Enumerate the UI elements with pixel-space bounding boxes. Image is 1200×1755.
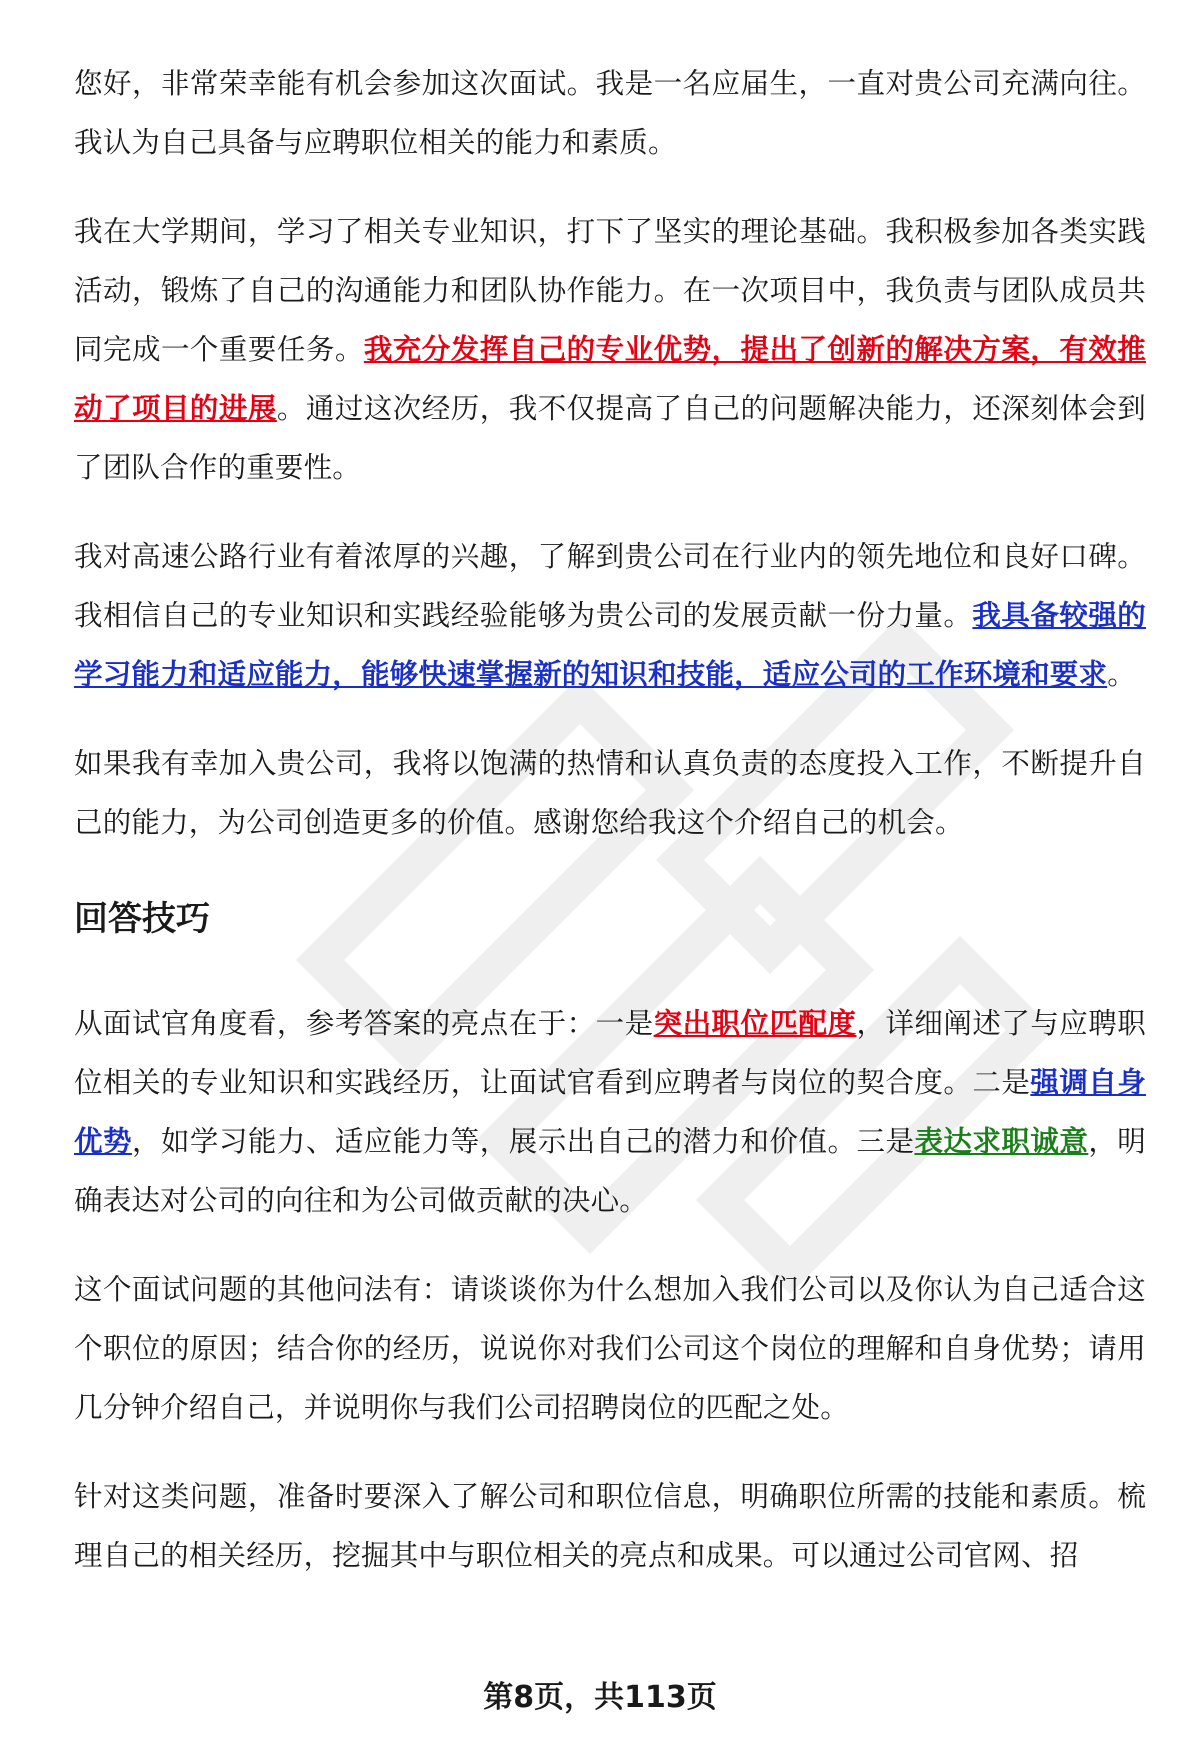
answer-paragraph-1 <box>74 54 1146 172</box>
tips-text-1g: ，明确表达对公司的向往和为公司做贡献的决心。 <box>74 1125 1147 1217</box>
tips-text-1c: ，详细阐述了与应聘职位相关的专业知识和实践经历，让面试官看到应聘者与岗位的契合度。二是 <box>74 1007 1146 1099</box>
highlight-blue-2: 强调自身优势 <box>74 1066 1146 1158</box>
highlight-red-2: 突出职位匹配度 <box>653 1007 857 1040</box>
highlight-red-1: 我充分发挥自己的专业优势，提出了创新的解决方案，有效推动了项目的进展 <box>74 333 1146 425</box>
section-heading: 回答技巧 <box>74 899 210 939</box>
page-footer: 第8页，共113页 <box>483 1680 717 1715</box>
tips-paragraph-2 <box>74 1260 1146 1437</box>
answer-text-3a: 我对高速公路行业有着浓厚的兴趣，了解到贵公司在行业内的领先地位和良好口碑。我相信自己的专业知识和实践经验能够为贵公司的发展贡献一份力量。 <box>74 540 1146 632</box>
answer-paragraph-2 <box>74 202 1146 497</box>
answer-paragraph-4 <box>74 734 1146 852</box>
answer-text-1: 您好，非常荣幸能有机会参加这次面试。我是一名应届生，一直对贵公司充满向往。我认为自己具备与应聘职位相关的能力和素质。 <box>74 67 1146 159</box>
answer-text-2c: 。通过这次经历，我不仅提高了自己的问题解决能力，还深刻体会到了团队合作的重要性。 <box>74 392 1146 484</box>
tips-text-3: 针对这类问题，准备时要深入了解公司和职位信息，明确职位所需的技能和素质。梳理自己的相关经历，挖掘其中与职位相关的亮点和成果。可以通过公司官网、招 <box>74 1480 1146 1572</box>
highlight-green-1: 表达求职诚意 <box>914 1125 1089 1158</box>
tips-text-1e: ，如学习能力、适应能力等，展示出自己的潜力和价值。三是 <box>131 1125 915 1158</box>
answer-paragraph-3 <box>74 527 1146 704</box>
highlight-blue-1: 我具备较强的学习能力和适应能力，能够快速掌握新的知识和技能，适应公司的工作环境和要求 <box>74 599 1147 691</box>
tips-text-1a: 从面试官角度看，参考答案的亮点在于：一是 <box>74 1007 654 1040</box>
tips-paragraph-1 <box>74 994 1146 1230</box>
answer-text-2a: 我在大学期间，学习了相关专业知识，打下了坚实的理论基础。我积极参加各类实践活动，锻炼了自己的沟通能力和团队协作能力。在一次项目中，我负责与团队成员共同完成一个重要任务。 <box>74 215 1146 366</box>
tips-paragraph-3 <box>74 1467 1146 1585</box>
answer-text-4: 如果我有幸加入贵公司，我将以饱满的热情和认真负责的态度投入工作，不断提升自己的能力，为公司创造更多的价值。感谢您给我这个介绍自己的机会。 <box>74 747 1146 839</box>
answer-text-3c: 。 <box>1107 658 1136 691</box>
document-page <box>74 54 1146 1615</box>
tips-text-2: 这个面试问题的其他问法有：请谈谈你为什么想加入我们公司以及你认为自己适合这个职位的原因；结合你的经历，说说你对我们公司这个岗位的理解和自身优势；请用几分钟介绍自己，并说明你与我们公司招聘岗位的匹配之处。 <box>74 1273 1146 1424</box>
